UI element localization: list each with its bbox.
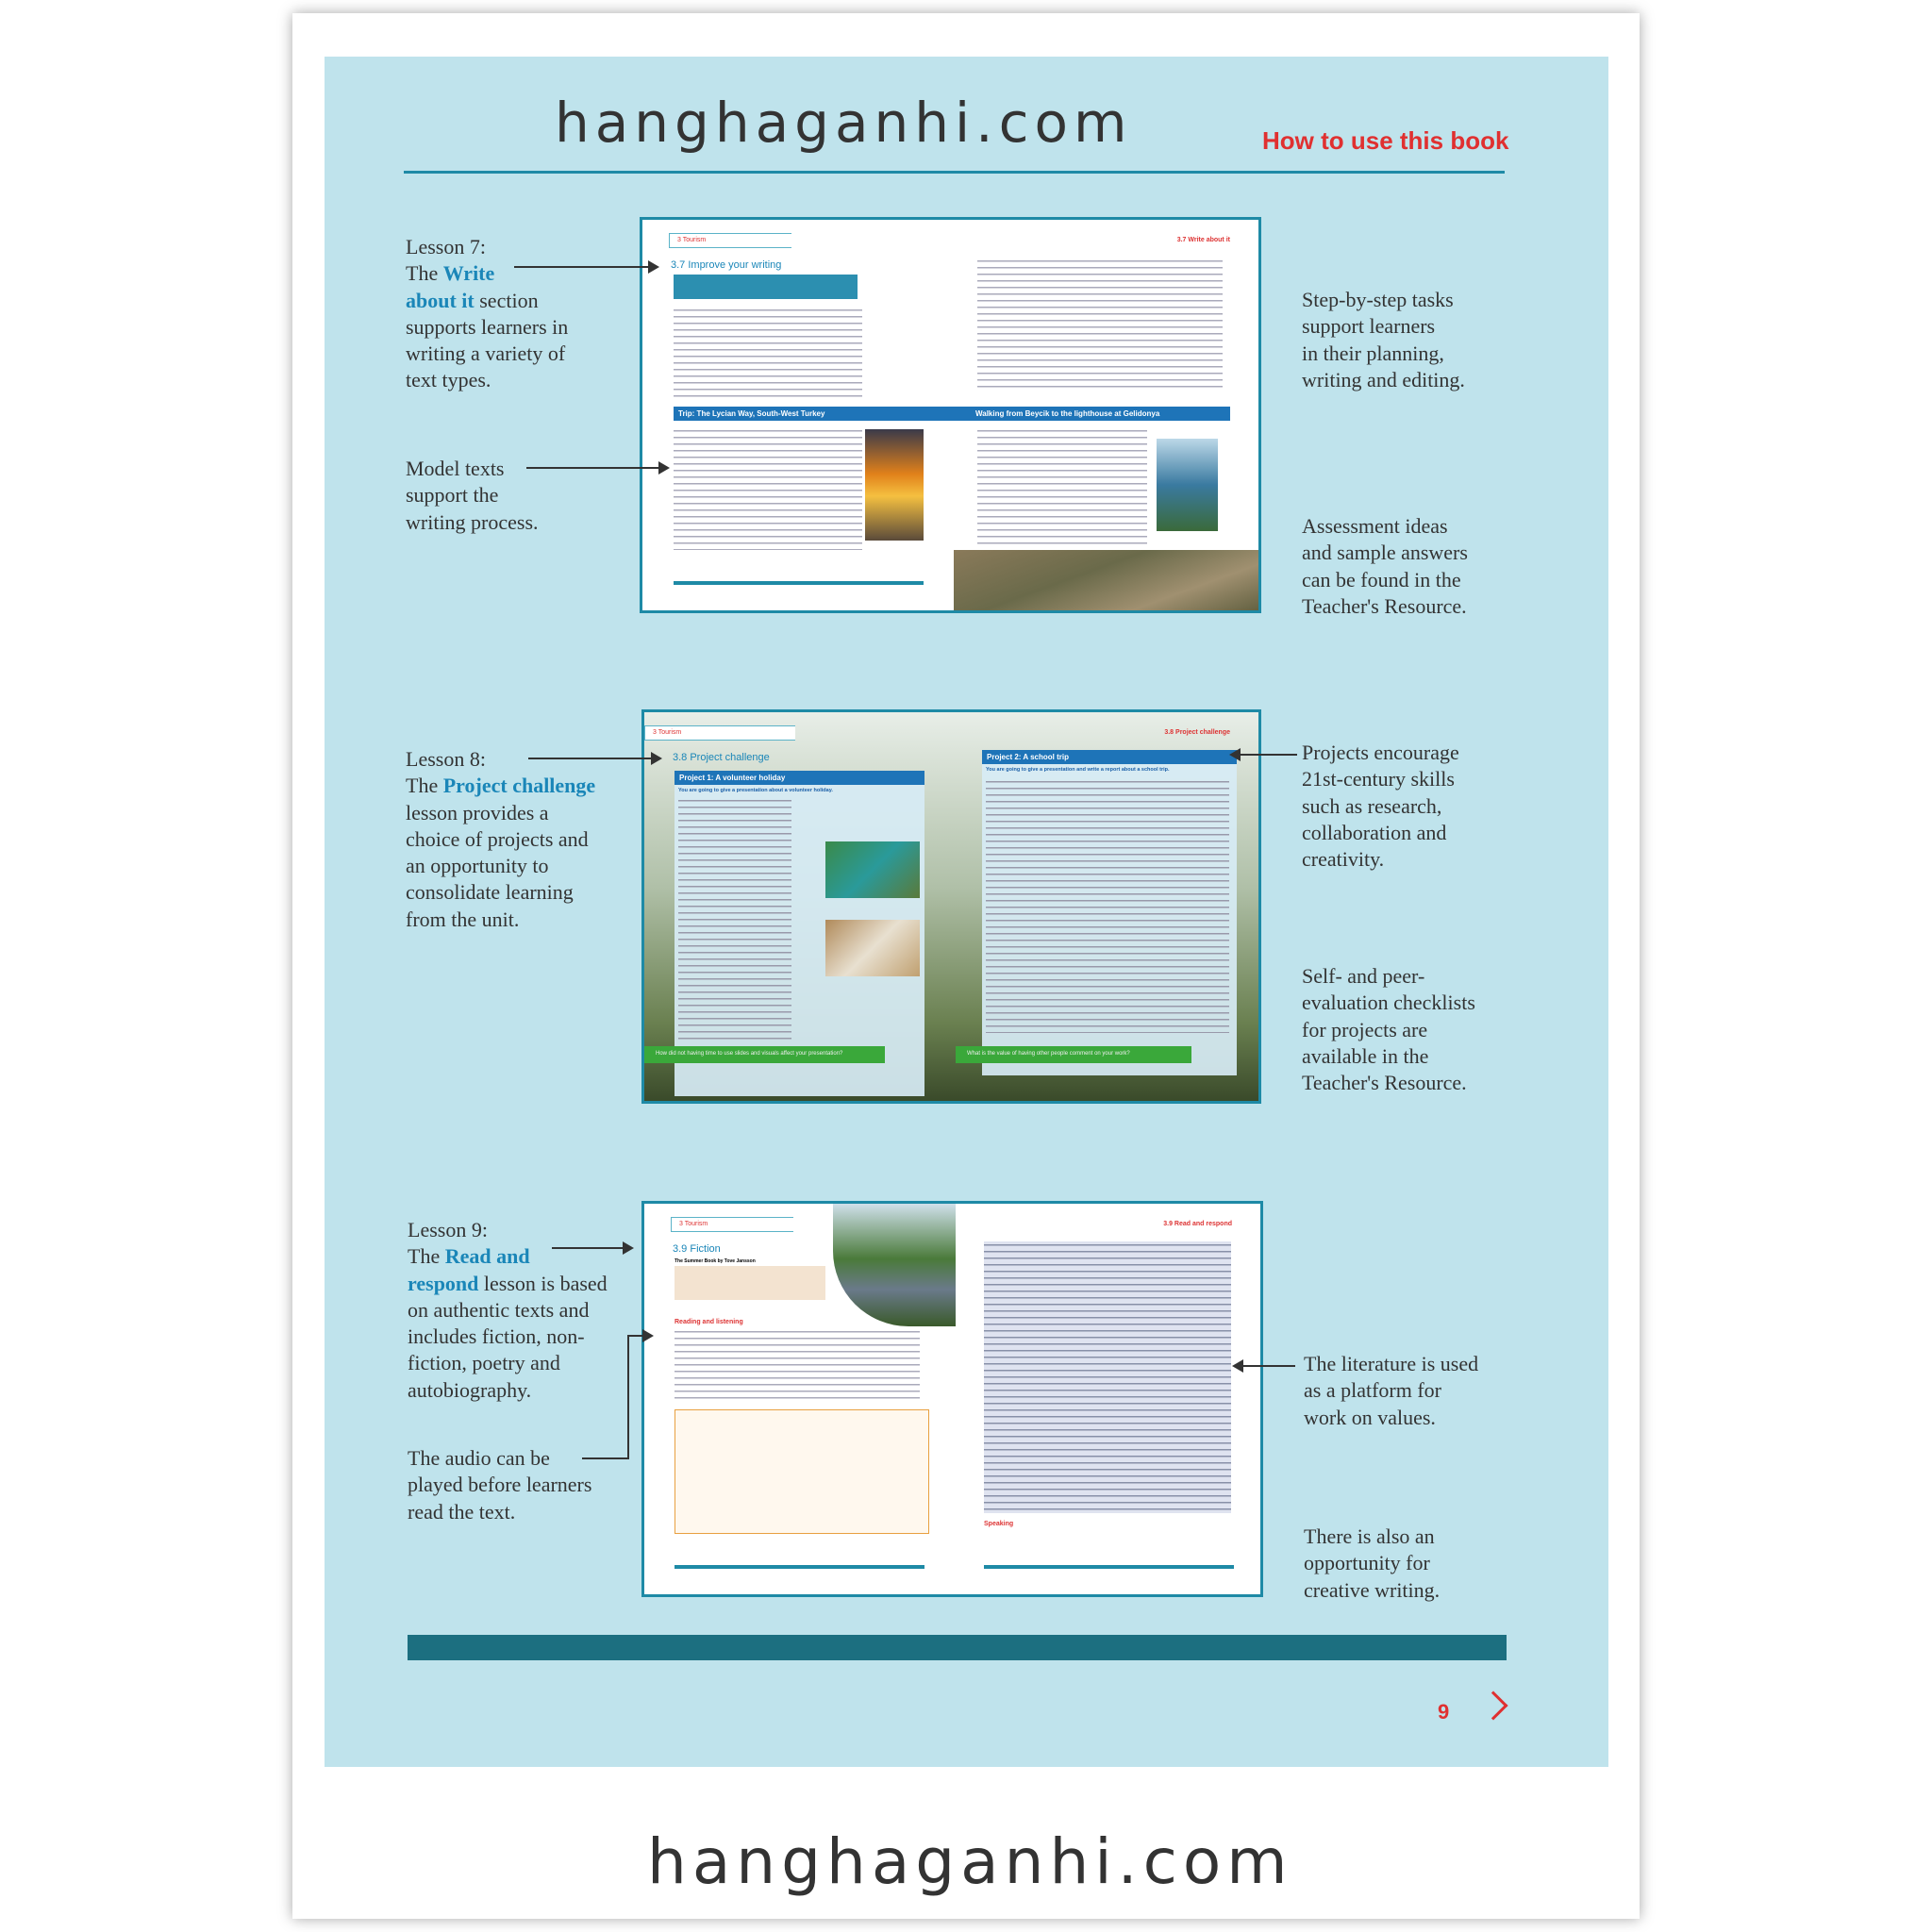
annotation-text: section — [474, 288, 539, 312]
annotation-text: Projects encourage — [1302, 741, 1459, 764]
model-text-title-left: Trip: The Lycian Way, South-West Turkey — [678, 409, 825, 418]
project-1-title: Project 1: A volunteer holiday — [675, 771, 924, 785]
highlighted-lesson-name: Project challenge — [442, 774, 596, 798]
annotation-line — [1302, 540, 1468, 566]
lesson-heading: 3.9 Fiction — [673, 1243, 721, 1255]
annotation-line — [406, 367, 568, 393]
annotation-line — [1302, 963, 1475, 990]
annotation-line — [1304, 1524, 1440, 1550]
annotation-line — [406, 260, 568, 287]
unit-tab: 3 Tourism — [669, 233, 791, 248]
annotation-line — [1302, 1043, 1475, 1070]
footer-bar — [675, 1565, 924, 1569]
annotation-text: support the — [406, 483, 499, 508]
annotation-line — [1302, 740, 1459, 766]
project-1-intro: You are going to give a presentation about a volunteer holiday. — [678, 788, 833, 793]
audio-line — [627, 1335, 629, 1459]
right-annotation — [1302, 963, 1475, 1096]
annotation-text: such as research, — [1302, 793, 1442, 818]
body-text — [674, 307, 862, 401]
highlighted-lesson-name: Read and — [444, 1244, 530, 1269]
annotation-line — [408, 1324, 608, 1350]
annotation-text: creative writing. — [1304, 1577, 1441, 1602]
annotation-text: Step-by-step tasks — [1302, 288, 1454, 311]
body-text — [674, 427, 862, 550]
left-annotation — [406, 234, 568, 394]
annotation-line — [1304, 1351, 1478, 1377]
lesson-8-spread — [641, 709, 1261, 1104]
annotation-line — [406, 456, 539, 482]
annotation-line — [408, 1377, 608, 1404]
annotation-line — [406, 482, 539, 508]
reading-heading: Reading and listening — [675, 1319, 743, 1325]
annotation-text: includes fiction, non- — [408, 1324, 585, 1349]
speaking-heading: Speaking — [984, 1521, 1014, 1527]
watermark-top: hanghaganhi.com — [555, 91, 1133, 155]
body-text — [977, 427, 1147, 545]
footer-band — [408, 1635, 1507, 1660]
annotation-line — [1302, 1017, 1475, 1043]
annotation-text: The literature is used — [1304, 1352, 1479, 1375]
project-2-title: Project 2: A school trip — [982, 750, 1237, 764]
annotation-line — [406, 800, 595, 826]
annotation-text: 21st-century skills — [1302, 767, 1455, 791]
checklist-1: How did not having time to use slides and visuals affect your presentation? — [644, 1046, 885, 1063]
unit-tab: 3 Tourism — [671, 1217, 793, 1232]
annotation-text: read the text. — [408, 1499, 516, 1524]
annotation-line — [406, 288, 568, 314]
page-number: 9 — [1438, 1700, 1450, 1724]
model-text-bar — [674, 407, 1230, 421]
annotation-text: Self- and peer- — [1302, 964, 1425, 988]
annotation-text: evaluation checklists — [1302, 991, 1475, 1015]
annotation-text: Model texts — [406, 457, 505, 480]
annotation-line — [406, 773, 595, 799]
annotation-text: creativity. — [1302, 847, 1385, 872]
annotation-line — [1302, 846, 1459, 873]
annotation-line — [408, 1350, 608, 1376]
intro-box — [675, 1266, 825, 1300]
footer-bar — [984, 1565, 1234, 1569]
right-annotation — [1302, 287, 1465, 393]
running-head: 3.9 Read and respond — [1163, 1221, 1232, 1227]
annotation-line — [406, 853, 595, 879]
annotation-text: autobiography. — [408, 1377, 532, 1402]
annotation-line — [1302, 593, 1468, 620]
annotation-text: in their planning, — [1302, 341, 1444, 365]
annotation-text: on authentic texts and — [408, 1297, 590, 1322]
annotation-text: an opportunity to — [406, 854, 549, 878]
annotation-line — [406, 314, 568, 341]
checklist-2: What is the value of having other people comment on your work? — [956, 1046, 1191, 1063]
lesson-9-spread — [641, 1201, 1263, 1597]
annotation-line — [408, 1217, 608, 1243]
annotation-line — [1302, 990, 1475, 1016]
annotation-line — [1304, 1377, 1478, 1404]
arrow-icon — [1234, 1365, 1295, 1367]
lighthouse-photo — [1157, 439, 1218, 531]
annotation-text: support learners — [1302, 314, 1436, 339]
annotation-line — [406, 826, 595, 853]
model-text-title-right: Walking from Beycik to the lighthouse at Gelidonya — [975, 409, 1160, 418]
annotation-line — [408, 1445, 591, 1472]
lesson-heading: 3.7 Improve your writing — [671, 259, 782, 271]
left-annotation — [408, 1217, 608, 1404]
annotation-text: lesson provides a — [406, 800, 549, 824]
volunteers-photo — [825, 841, 920, 898]
annotation-text: choice of projects and — [406, 826, 589, 851]
project-2-panel — [982, 750, 1237, 1075]
annotation-text: The — [408, 1244, 445, 1269]
annotation-line — [406, 746, 595, 773]
annotation-line — [1302, 287, 1465, 313]
annotation-text: Teacher's Resource. — [1302, 593, 1467, 618]
annotation-text: Lesson 7: — [406, 235, 486, 258]
lesson-7-spread — [640, 217, 1261, 613]
annotation-text: writing and editing. — [1302, 367, 1465, 391]
running-head: 3.7 Write about it — [1176, 237, 1230, 243]
builders-photo — [825, 920, 920, 976]
annotation-line — [1302, 341, 1465, 367]
page-title: How to use this book — [1262, 126, 1509, 155]
annotation-text: Assessment ideas — [1302, 514, 1448, 538]
annotation-text: work on values. — [1304, 1405, 1436, 1429]
annotation-line — [406, 341, 568, 367]
annotation-text: lesson is based — [478, 1271, 608, 1295]
annotation-line — [1302, 313, 1465, 340]
annotation-line — [408, 1499, 591, 1525]
annotation-text: consolidate learning — [406, 880, 574, 905]
annotation-text: opportunity for — [1304, 1551, 1430, 1575]
annotation-text: The audio can be — [408, 1446, 550, 1470]
running-head: 3.8 Project challenge — [1164, 729, 1230, 736]
body-text — [977, 258, 1223, 390]
annotation-text: writing a variety of — [406, 341, 566, 366]
body-text — [986, 778, 1229, 1033]
right-annotation — [1304, 1351, 1478, 1431]
annotation-line — [408, 1472, 591, 1498]
arrow-icon — [627, 1335, 652, 1337]
annotation-text: supports learners in — [406, 314, 569, 339]
annotation-line — [406, 879, 595, 906]
annotation-line — [1304, 1577, 1440, 1604]
annotation-text: collaboration and — [1302, 820, 1447, 844]
annotation-text: for projects are — [1302, 1017, 1428, 1041]
glossary-box — [675, 1409, 929, 1534]
left-annotation — [408, 1445, 591, 1525]
annotation-text: Teacher's Resource. — [1302, 1071, 1467, 1095]
annotation-text: text types. — [406, 368, 491, 392]
highlighted-lesson-name: about it — [406, 288, 475, 312]
annotation-text: fiction, poetry and — [408, 1351, 560, 1375]
body-text — [678, 797, 791, 1042]
highlighted-lesson-name: Write — [442, 261, 495, 286]
annotation-line — [1302, 513, 1468, 540]
annotation-text: Lesson 9: — [408, 1218, 488, 1241]
right-annotation — [1304, 1524, 1440, 1604]
annotation-text: Lesson 8: — [406, 747, 486, 771]
annotation-line — [1302, 367, 1465, 393]
objectives-box — [674, 275, 858, 299]
annotation-text: as a platform for — [1304, 1378, 1441, 1403]
left-annotation — [406, 746, 595, 933]
rocks-photo — [954, 550, 1261, 613]
right-annotation — [1302, 740, 1459, 873]
annotation-line — [1302, 820, 1459, 846]
project-2-intro: You are going to give a presentation and write a report about a school trip. — [986, 767, 1170, 773]
arrow-icon — [526, 467, 668, 469]
annotation-line — [408, 1243, 608, 1270]
annotation-text: can be found in the — [1302, 567, 1461, 591]
annotation-line — [1302, 567, 1468, 593]
annotation-text: writing process. — [406, 509, 539, 534]
header-rule — [404, 171, 1505, 174]
annotation-text: and sample answers — [1302, 541, 1468, 565]
annotation-text: from the unit. — [406, 907, 520, 931]
annotation-line — [406, 509, 539, 536]
house-photo — [833, 1204, 956, 1326]
annotation-line — [1304, 1550, 1440, 1576]
annotation-line — [1302, 793, 1459, 820]
footer-bar — [674, 581, 924, 585]
right-annotation — [1302, 513, 1468, 620]
campfire-photo — [865, 429, 924, 541]
annotation-text: The — [406, 261, 443, 286]
annotation-text: available in the — [1302, 1043, 1429, 1068]
arrow-icon — [1231, 754, 1297, 756]
annotation-text: There is also an — [1304, 1524, 1435, 1548]
annotation-line — [406, 234, 568, 260]
left-annotation — [406, 456, 539, 536]
annotation-text: The — [406, 774, 443, 798]
body-text — [675, 1328, 920, 1402]
annotation-line — [1302, 766, 1459, 792]
watermark-bottom: hanghaganhi.com — [647, 1825, 1293, 1898]
book-subtitle: The Summer Book by Tove Jansson — [675, 1258, 756, 1264]
annotation-text: played before learners — [408, 1473, 592, 1497]
unit-tab: 3 Tourism — [644, 725, 795, 741]
story-text — [984, 1241, 1231, 1513]
annotation-line — [408, 1271, 608, 1297]
annotation-line — [1304, 1405, 1478, 1431]
annotation-line — [406, 907, 595, 933]
annotation-line — [408, 1297, 608, 1324]
annotation-line — [1302, 1070, 1475, 1096]
lesson-heading: 3.8 Project challenge — [673, 752, 770, 763]
highlighted-lesson-name: respond — [408, 1271, 479, 1295]
